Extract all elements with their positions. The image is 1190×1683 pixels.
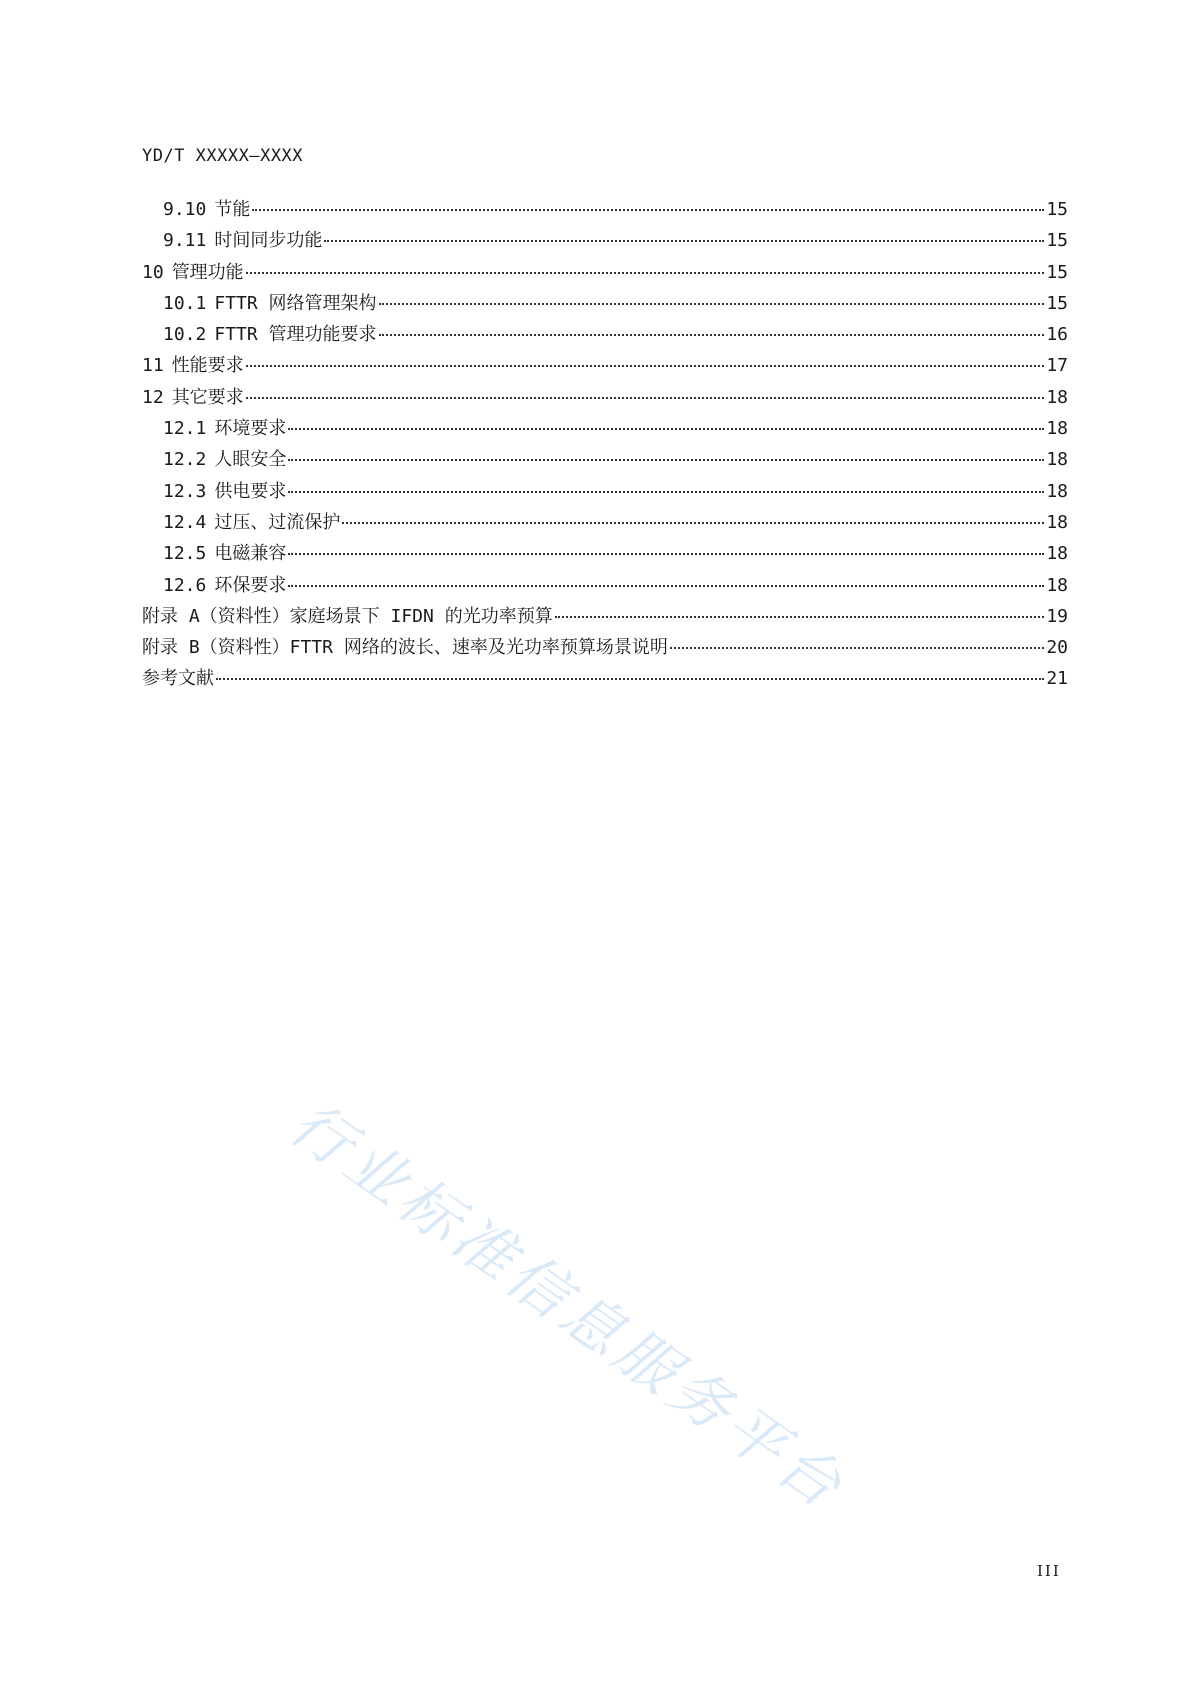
toc-dot-leader — [288, 428, 1044, 430]
toc-entry[interactable] — [142, 633, 1068, 664]
toc-entry[interactable] — [142, 477, 1068, 508]
toc-entry-number: 12.1 — [163, 418, 207, 440]
document-code-header: YD/T XXXXX—XXXX — [142, 146, 304, 166]
toc-entry-title: 时间同步功能 — [214, 230, 323, 252]
toc-entry-page: 18 — [1046, 574, 1068, 596]
toc-entry-number: 10.2 — [163, 324, 207, 346]
toc-dot-leader — [216, 678, 1044, 680]
toc-entry-page: 18 — [1046, 386, 1068, 408]
toc-entry-title: 供电要求 — [214, 480, 287, 502]
toc-dot-leader — [288, 553, 1044, 555]
toc-entry[interactable] — [142, 539, 1068, 570]
toc-dot-leader — [288, 491, 1044, 493]
toc-entry[interactable] — [142, 289, 1068, 320]
page-number: III — [1037, 1562, 1061, 1580]
toc-entry-number: 11 — [142, 355, 164, 377]
toc-entry-title: 环保要求 — [214, 574, 287, 596]
toc-entry-number: 12.5 — [163, 543, 207, 565]
toc-dot-leader — [252, 209, 1044, 211]
toc-entry-title: FTTR 网络管理架构 — [214, 292, 377, 314]
toc-entry-title: 电磁兼容 — [214, 543, 287, 565]
toc-entry-title: 环境要求 — [214, 418, 287, 440]
toc-dot-leader — [246, 365, 1045, 367]
toc-entry-title: FTTR 管理功能要求 — [214, 324, 377, 346]
toc-dot-leader — [379, 303, 1045, 305]
toc-entry-number: 12 — [142, 386, 164, 408]
toc-dot-leader — [379, 334, 1045, 336]
toc-entry-page: 19 — [1046, 605, 1068, 627]
toc-entry-number: 12.2 — [163, 449, 207, 471]
toc-entry[interactable] — [142, 414, 1068, 445]
toc-dot-leader — [324, 240, 1044, 242]
toc-entry-title: 节能 — [214, 199, 251, 220]
toc-entry[interactable] — [142, 351, 1068, 382]
toc-entry-title: 其它要求 — [171, 386, 244, 408]
toc-entry-page: 16 — [1046, 324, 1068, 346]
toc-entry-number: 12.6 — [163, 574, 207, 596]
toc-entry-title: 附录 A（资料性）家庭场景下 IFDN 的光功率预算 — [142, 605, 553, 627]
toc-entry[interactable] — [142, 226, 1068, 257]
toc-dot-leader — [555, 616, 1045, 618]
toc-entry-title: 性能要求 — [171, 355, 244, 377]
toc-entry-page: 15 — [1046, 261, 1068, 283]
toc-dot-leader — [288, 585, 1044, 587]
toc-entry-title: 附录 B（资料性）FTTR 网络的波长、速率及光功率预算场景说明 — [142, 637, 668, 659]
toc-entry-number: 12.4 — [163, 511, 207, 533]
toc-entry-page: 15 — [1046, 292, 1068, 314]
table-of-contents — [142, 195, 1068, 696]
toc-entry-page: 18 — [1046, 511, 1068, 533]
toc-entry[interactable] — [142, 664, 1068, 695]
toc-entry[interactable] — [142, 602, 1068, 633]
toc-entry-page: 15 — [1046, 199, 1068, 220]
toc-dot-leader — [670, 647, 1044, 649]
toc-entry-number: 10.1 — [163, 292, 207, 314]
toc-dot-leader — [288, 459, 1044, 461]
toc-entry-title: 人眼安全 — [214, 449, 287, 471]
toc-entry[interactable] — [142, 571, 1068, 602]
toc-dot-leader — [246, 397, 1045, 399]
toc-entry[interactable] — [142, 508, 1068, 539]
toc-entry[interactable] — [142, 195, 1068, 226]
toc-entry-page: 17 — [1046, 355, 1068, 377]
toc-entry-number: 9.10 — [163, 199, 207, 220]
toc-entry-title: 过压、过流保护 — [214, 511, 341, 533]
toc-entry-page: 18 — [1046, 480, 1068, 502]
toc-entry[interactable] — [142, 320, 1068, 351]
watermark-text: 行业标准信息服务平台 — [277, 1088, 858, 1525]
toc-entry-title: 管理功能 — [171, 261, 244, 283]
toc-entry-title: 参考文献 — [142, 668, 214, 690]
toc-entry[interactable] — [142, 445, 1068, 476]
toc-entry-number: 12.3 — [163, 480, 207, 502]
toc-entry-number: 10 — [142, 261, 164, 283]
toc-dot-leader — [246, 272, 1045, 274]
toc-entry-page: 15 — [1046, 230, 1068, 252]
toc-entry-page: 18 — [1046, 449, 1068, 471]
toc-dot-leader — [342, 522, 1044, 524]
toc-entry-page: 18 — [1046, 418, 1068, 440]
toc-entry[interactable] — [142, 383, 1068, 414]
toc-entry[interactable] — [142, 258, 1068, 289]
toc-entry-page: 20 — [1046, 637, 1068, 659]
toc-entry-page: 18 — [1046, 543, 1068, 565]
toc-entry-page: 21 — [1046, 668, 1068, 690]
toc-entry-number: 9.11 — [163, 230, 207, 252]
